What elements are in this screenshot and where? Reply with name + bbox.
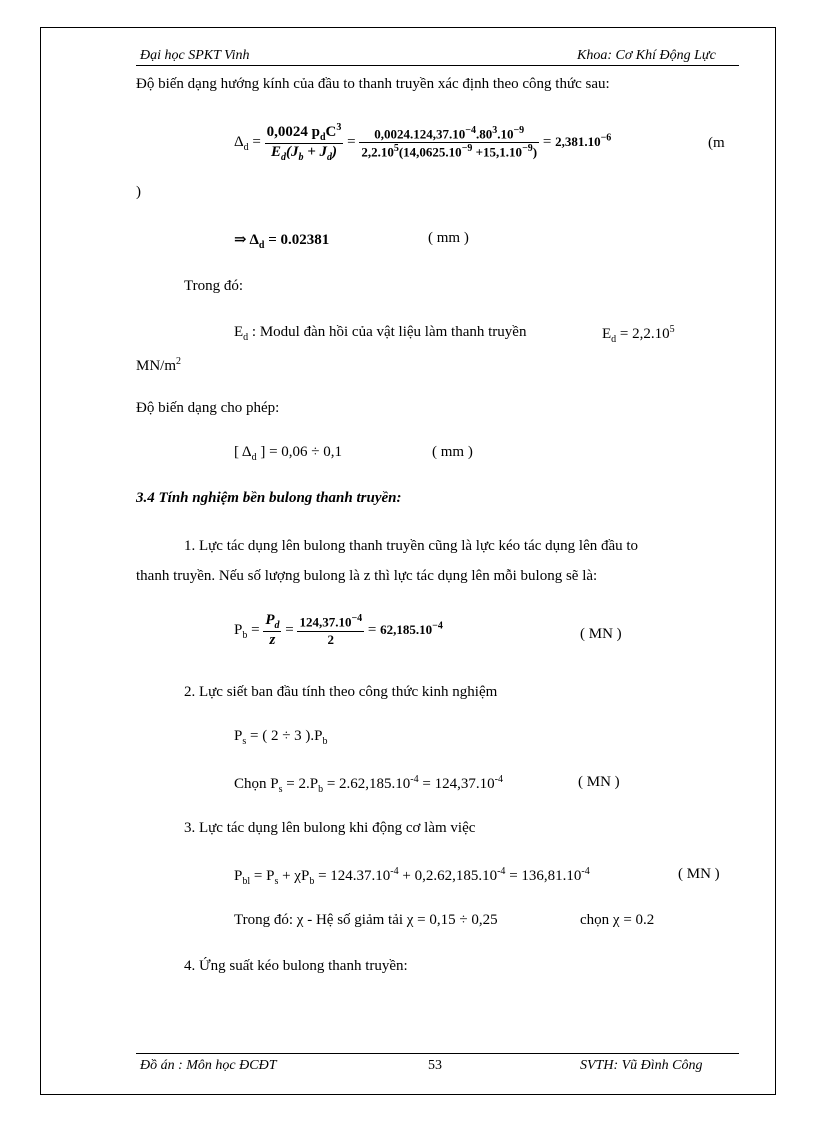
header-right: Khoa: Cơ Khí Động Lực bbox=[577, 48, 716, 63]
modulus-unit: $MN/m^2$ bbox=[136, 356, 182, 374]
fraction-bolt-numeric: $\frac{124,37.10^{-4}}{2}$ bbox=[299, 613, 363, 647]
working-load-formula: $P_{bl} = P_s + \chi P_b = 124.37.10^{-4} + 0,2.62,185.10^{-4} = 136,81.10^{-4}$ bbox=[234, 866, 590, 887]
working-load-unit: ( MN ) bbox=[678, 866, 720, 882]
preload-choice-unit: ( MN ) bbox=[578, 774, 620, 790]
equation-deformation: $\Delta_d$ = $\frac{0,0024 p_dC^3}{E_d(J_b + J_d)}$ = $\frac{0,0024.124,37.10^{-4}.80^3.10^{-9}}{2,2.10^5(14,0625.10^{-9} +15,1.10^{-9})}$ = $2,381.10^{-6}$ bbox=[234, 122, 612, 163]
section-heading: 3.4 Tính nghiệm bền bulong thanh truyền: bbox=[136, 490, 402, 506]
modulus-definition: $E_d$ : Modul đàn hồi của vật liệu làm thanh truyền bbox=[234, 324, 527, 343]
where-label: Trong đó: bbox=[184, 278, 244, 294]
equation-deformation-unit: (m bbox=[708, 135, 725, 151]
item-1-line-2: thanh truyền. Nếu số lượng bulong là z thì lực tác dụng lên mỗi bulong sẽ là: bbox=[136, 568, 598, 584]
fraction-formula: $\frac{0,0024 p_dC^3}{E_d(J_b + J_d)}$ bbox=[266, 122, 342, 163]
item-3: 3. Lực tác dụng lên bulong khi động cơ làm việc bbox=[184, 820, 476, 836]
equation-result: ⇒ $\Delta_d = 0.02381$ bbox=[234, 232, 330, 251]
header-left: Đại học SPKT Vinh bbox=[140, 48, 250, 63]
preload-formula: $P_s$ = ( 2 ÷ 3 )$.P_b$ bbox=[234, 728, 328, 747]
footer-left: Đồ án : Môn học ĐCĐT bbox=[140, 1058, 277, 1073]
equation-bolt-force-unit: ( MN ) bbox=[580, 626, 622, 642]
page-border bbox=[40, 27, 776, 1095]
equation-deformation-unit-close: ) bbox=[136, 184, 141, 200]
item-4: 4. Ứng suất kéo bulong thanh truyền: bbox=[184, 958, 408, 974]
paragraph-deformation-intro: Độ biến dạng hướng kính của đầu to thanh truyền xác định theo công thức sau: bbox=[136, 76, 610, 92]
load-reduction-factor: Trong đó: χ - Hệ số giảm tải χ = 0,15 ÷ 0,25 bbox=[234, 912, 498, 928]
allowable-deformation-label: Độ biến dạng cho phép: bbox=[136, 400, 280, 416]
item-1-line-1: 1. Lực tác dụng lên bulong thanh truyền cũng là lực kéo tác dụng lên đầu to bbox=[184, 538, 639, 554]
fraction-numeric: $\frac{0,0024.124,37.10^{-4}.80^3.10^{-9}}{2,2.10^5(14,0625.10^{-9} +15,1.10^{-9})}$ bbox=[361, 124, 538, 160]
header-divider bbox=[136, 65, 739, 66]
footer-right: SVTH: Vũ Đình Công bbox=[580, 1058, 703, 1073]
load-reduction-choice: chọn χ = 0.2 bbox=[580, 912, 655, 928]
equation-bolt-force: $P_b$ = $\frac{P_d}{z}$ = $\frac{124,37.10^{-4}}{2}$ = $62,185.10^{-4}$ bbox=[234, 612, 443, 648]
modulus-value: $E_d = 2,2.10^5$ bbox=[602, 324, 675, 345]
page-number: 53 bbox=[428, 1058, 442, 1073]
preload-choice: Chọn $P_s = 2.P_b = 2.62,185.10^{-4} = 124,37.10^{-4}$ bbox=[234, 774, 503, 795]
footer-divider bbox=[136, 1053, 739, 1054]
allowable-deformation-formula: [ $\Delta_d$ ] = 0,06 ÷ 0,1 bbox=[234, 444, 343, 463]
allowable-deformation-unit: ( mm ) bbox=[432, 444, 473, 460]
equation-result-unit: ( mm ) bbox=[428, 230, 469, 246]
fraction-pd-over-z: $\frac{P_d}{z}$ bbox=[265, 612, 280, 648]
item-2: 2. Lực siết ban đầu tính theo công thức kinh nghiệm bbox=[184, 684, 498, 700]
